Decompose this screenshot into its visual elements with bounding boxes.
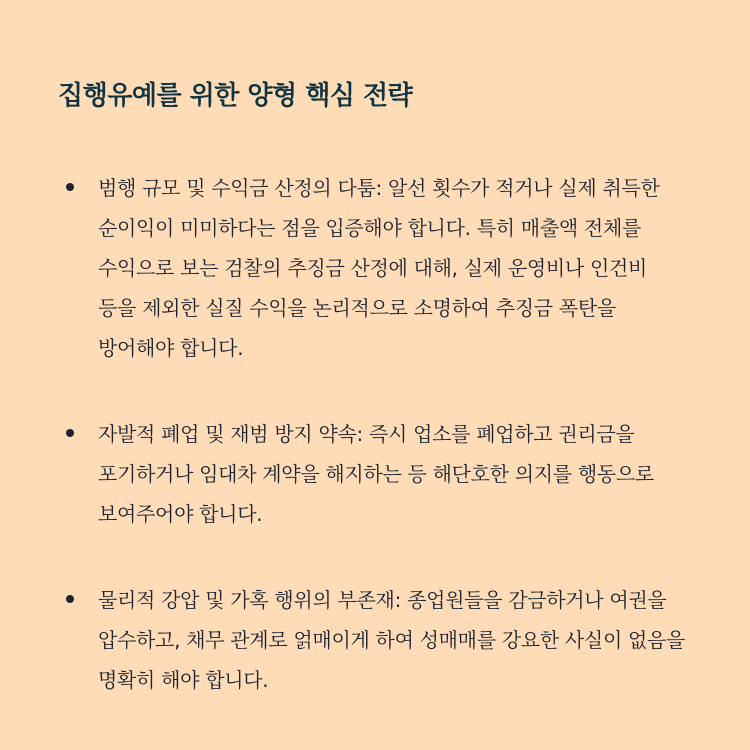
list-item xyxy=(58,580,690,700)
list-item-text: 범행 규모 및 수익금 산정의 다툼: 알선 횟수가 적거나 실제 취득한 순이익이 미미하다는 점을 입증해야 합니다. 특히 매출액 전체를 수익으로 보는 검찰의 추징금 산정에 대해, 실제 운영비나 인건비 등을 제외한 실질 수익을 논리적으로 소명하여 추징금 폭탄을 방어해야 합니다. xyxy=(98,176,660,360)
bullet-icon xyxy=(66,429,74,437)
list-item-text: 물리적 강압 및 가혹 행위의 부존재: 종업원들을 감금하거나 여권을 압수하고, 채무 관계로 얽매이게 하여 성매매를 강요한 사실이 없음을 명확히 해야 합니다. xyxy=(98,588,686,692)
list-item xyxy=(58,168,690,368)
bullet-icon xyxy=(66,595,74,603)
bullet-icon xyxy=(66,183,74,191)
strategy-list xyxy=(58,168,690,700)
page-title: 집행유예를 위한 양형 핵심 전략 xyxy=(58,81,413,111)
list-item xyxy=(58,414,690,534)
list-item-text: 자발적 폐업 및 재범 방지 약속: 즉시 업소를 폐업하고 권리금을 포기하거나 임대차 계약을 해지하는 등 해단호한 의지를 행동으로 보여주어야 합니다. xyxy=(98,422,654,526)
